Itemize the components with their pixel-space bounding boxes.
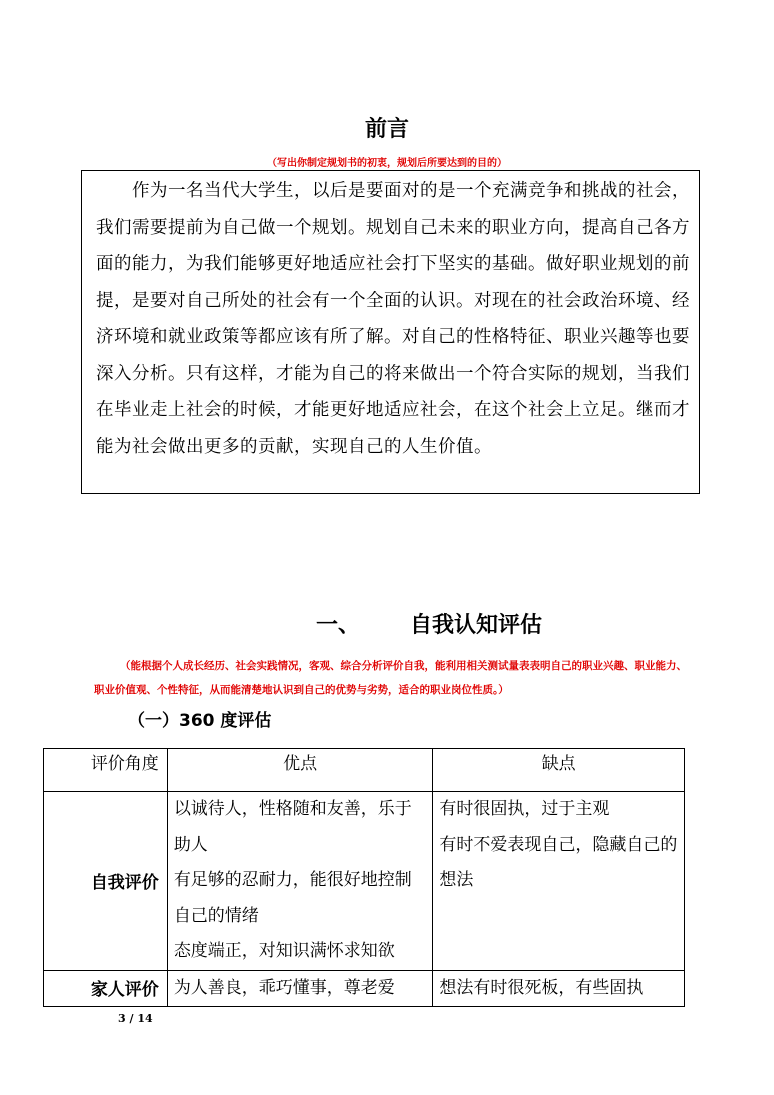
cons-item: 想法有时很死板，有些固执 xyxy=(439,977,644,998)
pros-item: 以诚待人，性格随和友善，乐于助人 xyxy=(173,799,412,855)
section-note: （能根据个人成长经历、社会实践情况，客观、综合分析评价自我，能利用相关测试量表表明自己的职业兴趣、职业能力、职业价值观、个性特征，从而能清楚地认识到自己的优势与劣势，适合的职业岗位性质。） xyxy=(94,660,687,696)
header-angle: 评价角度 xyxy=(44,749,168,792)
page-number: 3 / 14 xyxy=(118,1012,153,1025)
preface-box xyxy=(81,170,700,494)
header-pros: 优点 xyxy=(167,749,433,792)
table-row xyxy=(44,970,685,1007)
subsection-title: （一）360 度评估 xyxy=(128,711,272,731)
pros-item: 有足够的忍耐力，能很好地控制自己的情绪 xyxy=(173,870,412,926)
cons-item: 有时不爱表现自己，隐藏自己的想法 xyxy=(439,834,678,890)
row-label-self: 自我评价 xyxy=(44,792,168,971)
family-pros-cell xyxy=(167,970,433,1007)
pros-item: 为人善良，乖巧懂事，尊老爱 xyxy=(173,977,395,998)
table-row xyxy=(44,792,685,971)
evaluation-table xyxy=(43,748,685,1007)
section-number: 一、 xyxy=(316,613,361,638)
preface-body: 作为一名当代大学生，以后是要面对的是一个充满竞争和挑战的社会，我们需要提前为自己做一个规划。规划自己未来的职业方向，提高自己各方面的能力，为我们能够更好地适应社会打下坚实的基础。做好职业规划的前提，是要对自己所处的社会有一个全面的认识。对现在的社会政治环境、经济环境和就业政策等都应该有所了解。对自己的性格特征、职业兴趣等也要深入分析。只有这样，才能为自己的将来做出一个符合实际的规划，当我们在毕业走上社会的时候，才能更好地适应社会，在这个社会上立足。继而才能为社会做出更多的贡献，实现自己的人生价值。 xyxy=(96,181,690,457)
self-cons-cell xyxy=(433,792,685,971)
cons-item: 有时很固执，过于主观 xyxy=(439,799,610,819)
table-header-row xyxy=(44,749,685,792)
row-label-family: 家人评价 xyxy=(44,970,168,1007)
preface-note: （写出你制定规划书的初衷，规划后所要达到的目的） xyxy=(267,158,507,169)
preface-title: 前言 xyxy=(364,117,409,142)
self-pros-cell xyxy=(167,792,433,971)
family-cons-cell xyxy=(433,970,685,1007)
header-cons: 缺点 xyxy=(433,749,685,792)
section-title: 自我认知评估 xyxy=(410,613,543,638)
pros-item: 态度端正，对知识满怀求知欲 xyxy=(173,941,395,961)
